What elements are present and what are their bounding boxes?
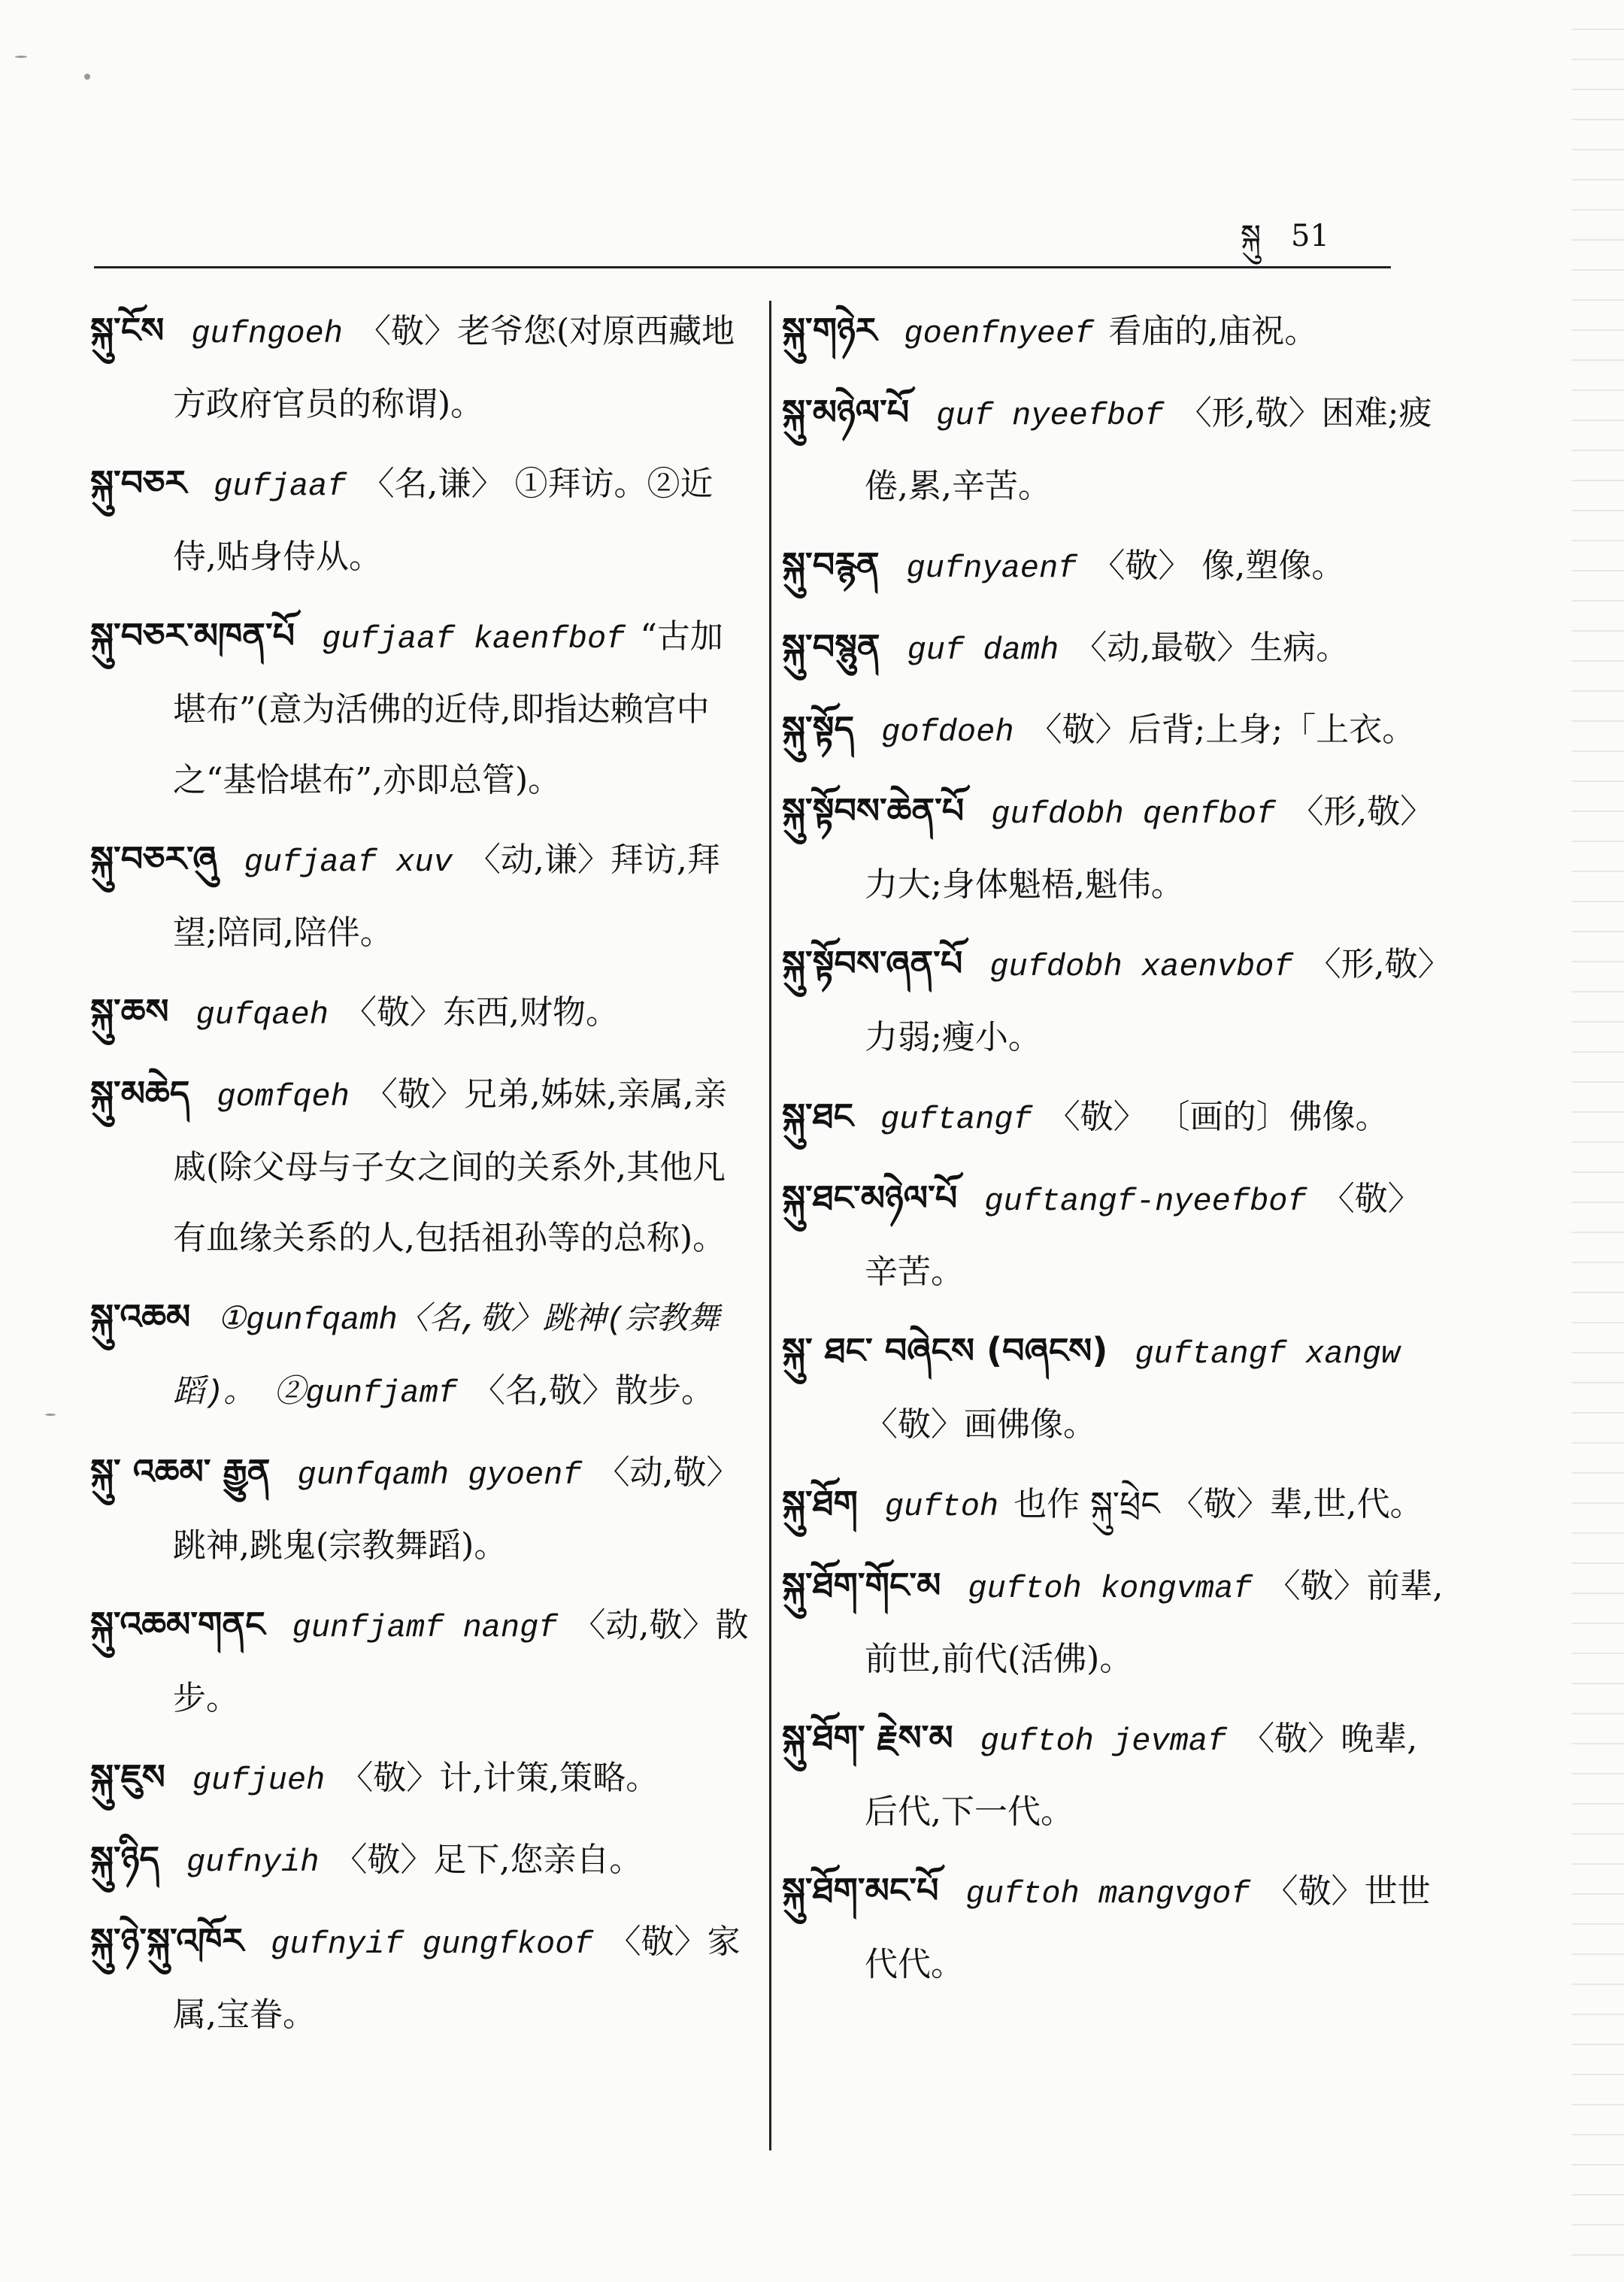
entry-definition: 〈敬〉世世代代。 <box>865 1872 1431 1983</box>
entry-definition: 〈敬〉计,计策,策略。 <box>340 1759 659 1797</box>
dictionary-entry <box>782 693 1444 768</box>
entry-definition: 〈敬〉后背;上身;「上衣。 <box>1029 711 1416 749</box>
dictionary-entry <box>782 1315 1444 1460</box>
entry-headword: སྐུ་བཅར <box>90 462 187 503</box>
entry-headword: སྐུ་ཐང <box>782 1096 854 1136</box>
entry-romanization: guftoh mangvgof <box>965 1876 1250 1912</box>
dictionary-entry <box>90 823 752 968</box>
entry-headword: སྐུ་འཆམ <box>90 1296 191 1337</box>
entry-definition: 〈名,谦〉 ①拜访。②近侍,贴身侍从。 <box>173 465 714 576</box>
entry-romanization: gunfjamf nangf <box>292 1610 558 1646</box>
entry-definition: 〈敬〉前辈,前世,前代(活佛)。 <box>865 1567 1444 1678</box>
entry-headword: སྐུ་འཆམ་གནང <box>90 1604 265 1644</box>
entry-romanization: gufjaaf kaenfbof <box>322 621 626 657</box>
dictionary-entry <box>782 611 1444 686</box>
dictionary-entry <box>782 1855 1444 2000</box>
dictionary-entry <box>90 1741 752 1816</box>
entry-definition: 〈敬〉 像,塑像。 <box>1092 547 1345 585</box>
entry-definition: 〈形,敬〉力弱;瘦小。 <box>865 945 1435 1056</box>
entry-definition: 〈敬〉老爷您(对原西藏地方政府官员的称谓)。 <box>173 312 735 423</box>
page-header <box>1241 202 1391 286</box>
entry-definition: 〈敬〉 〔画的〕佛像。 <box>1047 1098 1389 1136</box>
left-column <box>90 295 752 2058</box>
dictionary-entry <box>90 1589 752 1734</box>
entry-definition: 〈动,敬〉跳神,跳鬼(宗教舞蹈)。 <box>173 1453 740 1565</box>
dictionary-entry <box>782 295 1444 369</box>
entry-headword: སྐུ་ཐོག་གོང་མ <box>782 1565 941 1605</box>
entry-romanization: gufnyif gungfkoof <box>271 1926 593 1962</box>
dictionary-entry <box>782 775 1444 920</box>
entry-romanization: guf damh <box>907 632 1059 668</box>
entry-headword: སྐུ་ཉིད <box>90 1838 159 1879</box>
entry-romanization: gufdobh xaenvbof <box>989 949 1293 985</box>
entry-headword: སྐུ་ ཐང་ བཞེངས (བཞངས) <box>782 1330 1108 1371</box>
entry-definition: 〈动,最敬〉生病。 <box>1074 629 1350 667</box>
entry-romanization: guftangf-nyeefbof <box>984 1183 1307 1220</box>
dictionary-entry <box>782 529 1444 604</box>
entry-definition: 也作 སྐུ་ཕྲེང 〈敬〉辈,世,代。 <box>1013 1485 1423 1523</box>
entry-headword: སྐུ་ཇུས <box>90 1756 165 1797</box>
entry-romanization: gufdobh qenfbof <box>991 796 1276 832</box>
dictionary-entry <box>90 1281 752 1429</box>
entry-headword: སྐུ་ཐང་མཉེལ་པོ <box>782 1177 958 1218</box>
entry-headword: སྐུ་ འཆམ་ རྒྱུན <box>90 1451 271 1492</box>
entry-romanization: gufnyaenf <box>906 550 1077 586</box>
entry-definition: 〈名,敬〉散步。 <box>472 1371 715 1410</box>
dictionary-entry <box>90 295 752 440</box>
entry-headword: སྐུ་སྟོབས་ཆེན་པོ <box>782 790 965 831</box>
dictionary-entry <box>90 1058 752 1274</box>
entry-headword: སྐུ་ཆས <box>90 991 169 1032</box>
entry-romanization: guftoh <box>884 1489 999 1525</box>
header-rule <box>94 266 1391 268</box>
entry-definition: 看庙的,庙祝。 <box>1108 312 1318 350</box>
entry-definition: 〈敬〉辛苦。 <box>865 1180 1421 1291</box>
column-divider <box>769 301 771 2150</box>
entry-headword: སྐུ་གཉེར <box>782 310 877 350</box>
entry-headword: སྐུ་མཆེད <box>90 1073 190 1114</box>
entry-definition: 〈敬〉足下,您亲自。 <box>334 1841 643 1879</box>
header-headword-letter: སྐུ <box>1241 219 1261 253</box>
entry-romanization: gufjueh <box>192 1762 326 1799</box>
entry-romanization: gufqaeh <box>195 997 329 1033</box>
entry-romanization: gufjaaf <box>214 468 347 505</box>
entry-headword: སྐུ་སྟོད <box>782 708 855 749</box>
entry-romanization: gufnyih <box>186 1844 320 1880</box>
entry-headword: སྐུ་སྟོབས་ཞན་པོ <box>782 943 963 983</box>
dictionary-entry <box>90 1436 752 1581</box>
entry-headword: སྐུ་ཉེ་སྐུ་འཁོར <box>90 1920 244 1961</box>
entry-romanization: guf nyeefbof <box>936 398 1164 434</box>
page-number: 51 <box>1291 219 1329 253</box>
entry-romanization: gunfqamh gyoenf <box>297 1457 582 1493</box>
entry-romanization: goenfnyeef <box>904 316 1094 352</box>
dictionary-entry <box>90 447 752 592</box>
entry-definition: 〈敬〉家属,宝眷。 <box>173 1923 741 2034</box>
entry-romanization: gomfqeh <box>217 1079 350 1115</box>
entry-headword: སྐུ་ཐོག་མང་པོ <box>782 1870 939 1911</box>
dictionary-entry <box>782 928 1444 1073</box>
entry-definition: 〈形,敬〉力大;身体魁梧,魁伟。 <box>865 792 1434 904</box>
entry-romanization: gufngoeh <box>191 316 343 352</box>
entry-romanization: guftangf xangw <box>1135 1336 1401 1372</box>
entry-definition: 〈形,敬〉困难;疲倦,累,辛苦。 <box>865 394 1432 505</box>
dictionary-entry <box>782 1468 1444 1542</box>
entry-romanization: gufjaaf xuv <box>244 844 453 880</box>
entry-headword: སྐུ་ཐོག <box>782 1483 858 1523</box>
right-column <box>782 295 1444 2008</box>
scan-speck <box>15 56 27 58</box>
dictionary-entry <box>782 1162 1444 1308</box>
scan-edge-noise <box>1571 0 1624 2282</box>
entry-headword: སྐུ་མཉེལ་པོ <box>782 392 910 432</box>
entry-definition: “古加堪布”(意为活佛的近侍,即指达赖宫中之“基恰堪布”,亦即总管)。 <box>173 617 723 799</box>
dictionary-entry <box>90 976 752 1050</box>
dictionary-entry <box>782 1080 1444 1155</box>
entry-definition: 〈敬〉画佛像。 <box>865 1405 1096 1444</box>
entry-headword: སྐུ་བསྙུན <box>782 626 880 667</box>
entry-romanization: ①gunfqamh〈名,敬〉跳神(宗教舞蹈)。 ②gunfjamf <box>173 1302 720 1411</box>
dictionary-entry <box>90 1905 752 2050</box>
entry-headword: སྐུ་ངོས <box>90 310 165 350</box>
entry-definition: 〈敬〉东西,财物。 <box>343 993 619 1032</box>
entry-romanization: guftoh kongvmaf <box>968 1571 1253 1607</box>
entry-definition: 〈敬〉兄弟,姊妹,亲属,亲戚(除父母与子女之间的关系外,其他凡有血缘关系的人,包括祖孙等的总称)。 <box>173 1075 727 1257</box>
entry-definition: 〈动,谦〉拜访,拜望;陪同,陪伴。 <box>173 841 720 952</box>
scan-speck <box>84 74 90 80</box>
dictionary-entry <box>782 1550 1444 1695</box>
entry-definition: 〈敬〉晚辈,后代,下一代。 <box>865 1720 1418 1831</box>
entry-romanization: guftangf <box>880 1102 1032 1138</box>
dictionary-entry <box>782 377 1444 522</box>
entry-headword: སྐུ་བཅར་ཞུ <box>90 838 217 879</box>
entry-headword: སྐུ་བཅར་མཁན་པོ <box>90 615 295 656</box>
entry-headword: སྐུ་ཐོག་ རྗེས་མ <box>782 1717 953 1758</box>
entry-headword: སྐུ་བརྙན <box>782 544 880 585</box>
entry-romanization: gofdoeh <box>881 714 1014 750</box>
dictionary-entry <box>782 1702 1444 1847</box>
dictionary-entry <box>90 1823 752 1898</box>
entry-romanization: guftoh jevmaf <box>980 1723 1227 1759</box>
dictionary-entry <box>90 600 752 816</box>
scan-speck <box>45 1414 56 1416</box>
entry-definition: 〈动,敬〉散步。 <box>173 1606 749 1717</box>
